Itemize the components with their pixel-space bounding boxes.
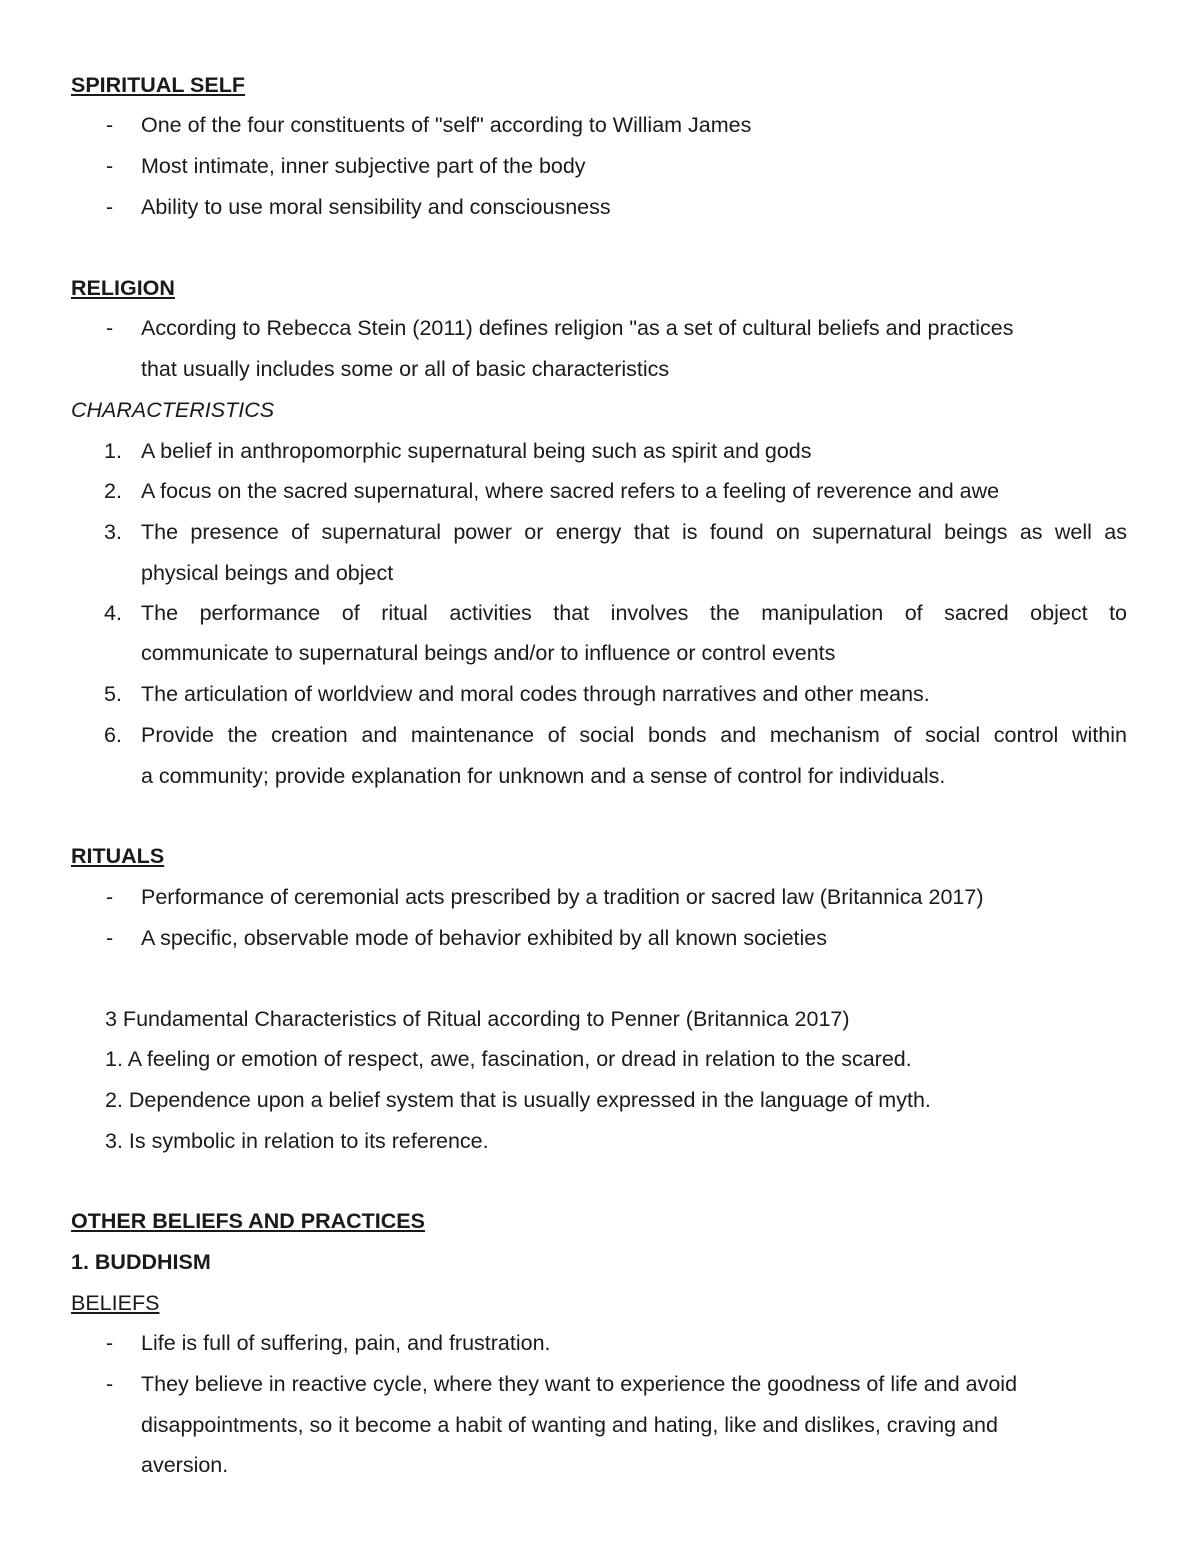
heading-rituals: RITUALS [71, 844, 165, 868]
heading-spiritual-self: SPIRITUAL SELF [71, 73, 246, 97]
bullet-dash: - [106, 926, 114, 950]
list-number: 4. [104, 601, 122, 625]
list-number: 5. [104, 682, 122, 706]
bullet-dash: - [106, 195, 114, 219]
bullet-dash: - [106, 1331, 114, 1355]
characteristic-4-line-1: The performance of ritual activities that involves the manipulation of sacred object to [141, 601, 1127, 625]
spiritual-self-bullet-3: Ability to use moral sensibility and consciousness [141, 195, 611, 219]
fundamental-3: 3. Is symbolic in relation to its reference. [105, 1129, 489, 1153]
bullet-dash: - [106, 154, 114, 178]
fundamental-1: 1. A feeling or emotion of respect, awe, fascination, or dread in relation to the scared. [105, 1047, 912, 1071]
characteristic-3-line-1: The presence of supernatural power or energy that is found on supernatural beings as well as [141, 520, 1127, 544]
bullet-dash: - [106, 113, 114, 137]
characteristic-6-line-1: Provide the creation and maintenance of social bonds and mechanism of social control within [141, 723, 1127, 747]
religion-definition-line-2: that usually includes some or all of basic characteristics [141, 357, 670, 381]
spiritual-self-bullet-1: One of the four constituents of "self" according to William James [141, 113, 752, 137]
religion-definition-line-1: According to Rebecca Stein (2011) defines religion "as a set of cultural beliefs and practices [141, 316, 1014, 340]
characteristic-1-line-1: A belief in anthropomorphic supernatural being such as spirit and gods [141, 439, 812, 463]
list-number: 1. [104, 439, 122, 463]
buddhism-bullet-2-line-2: disappointments, so it become a habit of wanting and hating, like and dislikes, craving and [141, 1413, 998, 1437]
characteristics-label: CHARACTERISTICS [71, 398, 275, 422]
heading-religion: RELIGION [71, 276, 175, 300]
fundamental-2: 2. Dependence upon a belief system that is usually expressed in the language of myth. [105, 1088, 931, 1112]
list-number: 6. [104, 723, 122, 747]
buddhism-bullet-2-line-1: They believe in reactive cycle, where they want to experience the goodness of life and avoid [141, 1372, 1018, 1396]
bullet-dash: - [106, 316, 114, 340]
buddhism-title: 1. BUDDHISM [71, 1250, 211, 1274]
buddhism-bullet-1: Life is full of suffering, pain, and frustration. [141, 1331, 551, 1355]
characteristic-6-line-2: a community; provide explanation for unknown and a sense of control for individuals. [141, 764, 946, 788]
rituals-bullet-1: Performance of ceremonial acts prescribed by a tradition or sacred law (Britannica 2017) [141, 885, 984, 909]
list-number: 2. [104, 479, 122, 503]
beliefs-label: BELIEFS [71, 1291, 160, 1315]
characteristic-5-line-1: The articulation of worldview and moral codes through narratives and other means. [141, 682, 930, 706]
heading-other-beliefs: OTHER BELIEFS AND PRACTICES [71, 1209, 425, 1233]
rituals-bullet-2: A specific, observable mode of behavior exhibited by all known societies [141, 926, 827, 950]
bullet-dash: - [106, 1372, 114, 1396]
characteristic-4-line-2: communicate to supernatural beings and/or to influence or control events [141, 641, 836, 665]
buddhism-bullet-2-line-3: aversion. [141, 1453, 229, 1477]
fundamentals-title: 3 Fundamental Characteristics of Ritual according to Penner (Britannica 2017) [105, 1007, 850, 1031]
spiritual-self-bullet-2: Most intimate, inner subjective part of the body [141, 154, 586, 178]
list-number: 3. [104, 520, 122, 544]
bullet-dash: - [106, 885, 114, 909]
characteristic-2-line-1: A focus on the sacred supernatural, where sacred refers to a feeling of reverence and awe [141, 479, 1000, 503]
characteristic-3-line-2: physical beings and object [141, 561, 394, 585]
